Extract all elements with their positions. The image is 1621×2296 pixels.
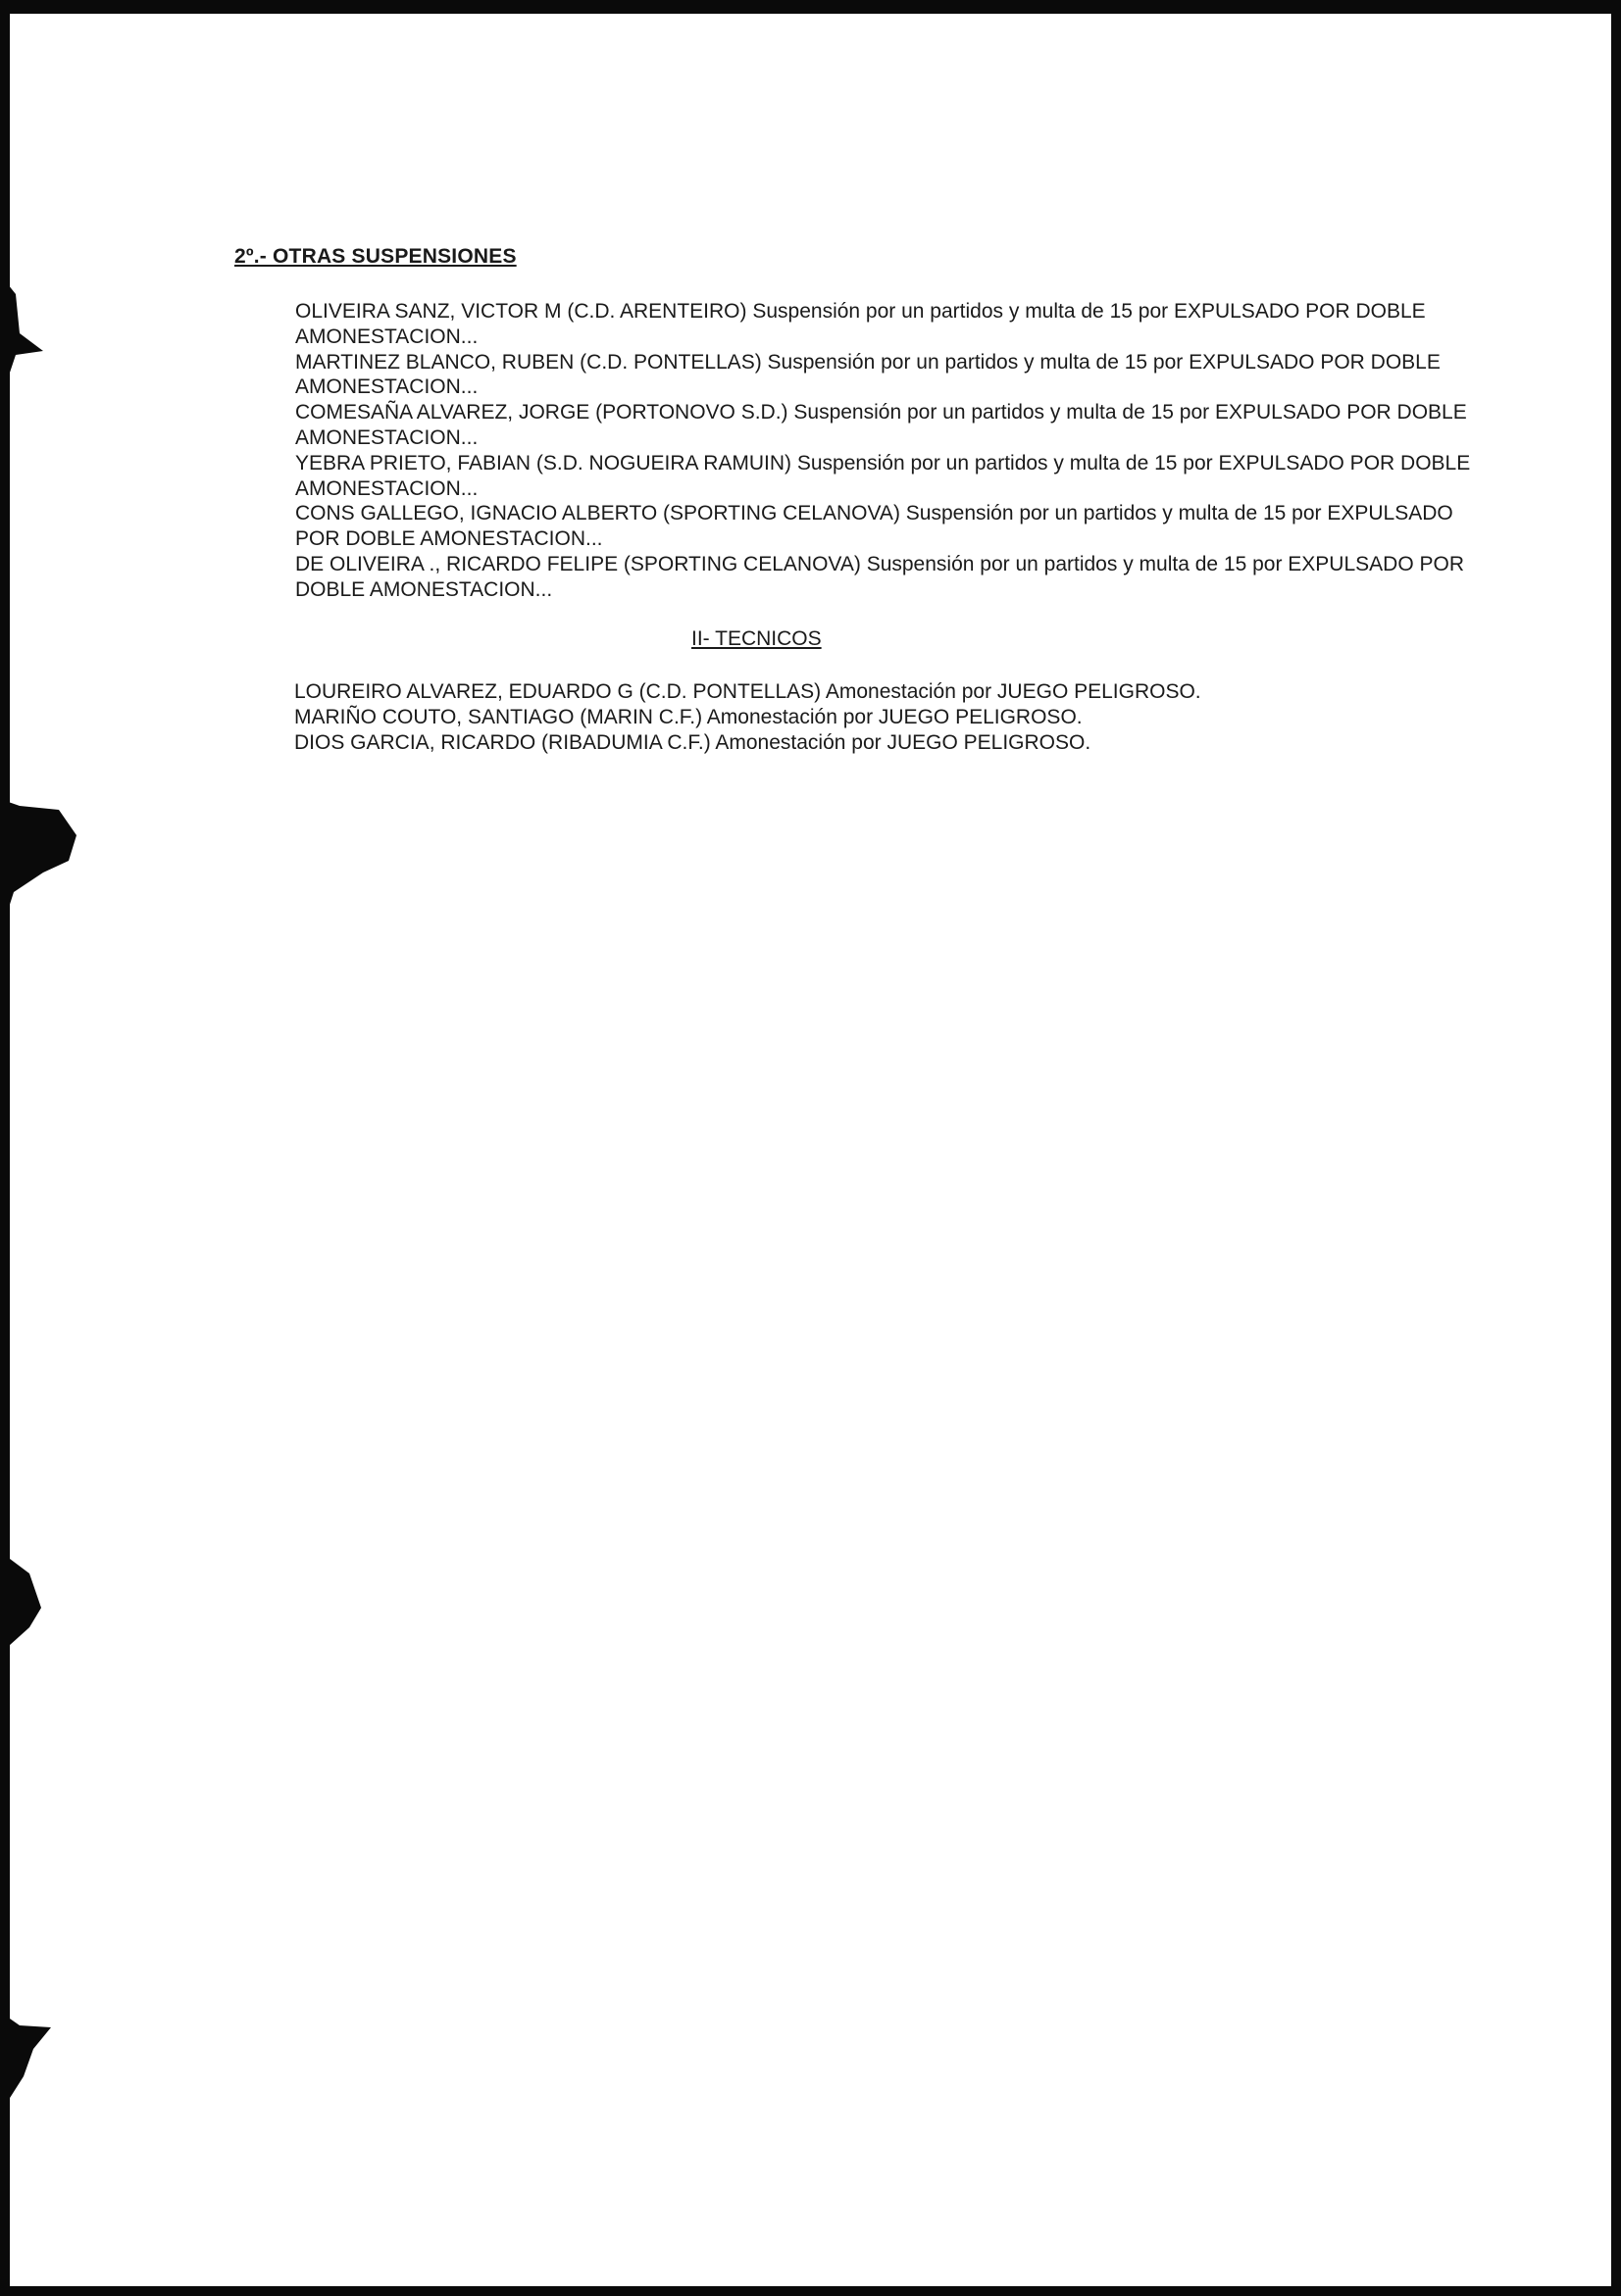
suspension-list	[295, 299, 1482, 603]
list-item: OLIVEIRA SANZ, VICTOR M (C.D. ARENTEIRO) Suspensión por un partidos y multa de 15 por EXPULSADO POR DOBLE AMONESTACION...	[295, 300, 1426, 348]
section-heading: 2º.- OTRAS SUSPENSIONES	[234, 245, 517, 268]
list-item: LOUREIRO ALVAREZ, EDUARDO G (C.D. PONTELLAS) Amonestación por JUEGO PELIGROSO.	[294, 680, 1201, 703]
technicians-list	[294, 679, 1520, 756]
scan-border-right	[1611, 0, 1621, 2296]
binder-hole-marks	[0, 0, 88, 2296]
list-item: YEBRA PRIETO, FABIAN (S.D. NOGUEIRA RAMUIN) Suspensión por un partidos y multa de 15 por EXPULSADO POR DOBLE AMONESTACION...	[295, 451, 1471, 500]
list-item: MARIÑO COUTO, SANTIAGO (MARIN C.F.) Amonestación por JUEGO PELIGROSO.	[294, 706, 1083, 728]
scan-border-bottom	[0, 2286, 1621, 2296]
scan-border-top	[0, 0, 1621, 14]
list-item: MARTINEZ BLANCO, RUBEN (C.D. PONTELLAS) Suspensión por un partidos y multa de 15 por EXPULSADO POR DOBLE AMONESTACION...	[295, 350, 1441, 399]
list-item: CONS GALLEGO, IGNACIO ALBERTO (SPORTING CELANOVA) Suspensión por un partidos y multa de 15 por EXPULSADO POR DOBLE AMONESTACION...	[295, 502, 1453, 551]
technicians-heading: II- TECNICOS	[691, 627, 822, 650]
list-item: COMESAÑA ALVAREZ, JORGE (PORTONOVO S.D.) Suspensión por un partidos y multa de 15 por EXPULSADO POR DOBLE AMONESTACION...	[295, 401, 1467, 449]
list-item: DIOS GARCIA, RICARDO (RIBADUMIA C.F.) Amonestación por JUEGO PELIGROSO.	[294, 731, 1091, 754]
list-item: DE OLIVEIRA ., RICARDO FELIPE (SPORTING CELANOVA) Suspensión por un partidos y multa de 15 por EXPULSADO POR DOBLE AMONESTACION...	[295, 552, 1465, 601]
